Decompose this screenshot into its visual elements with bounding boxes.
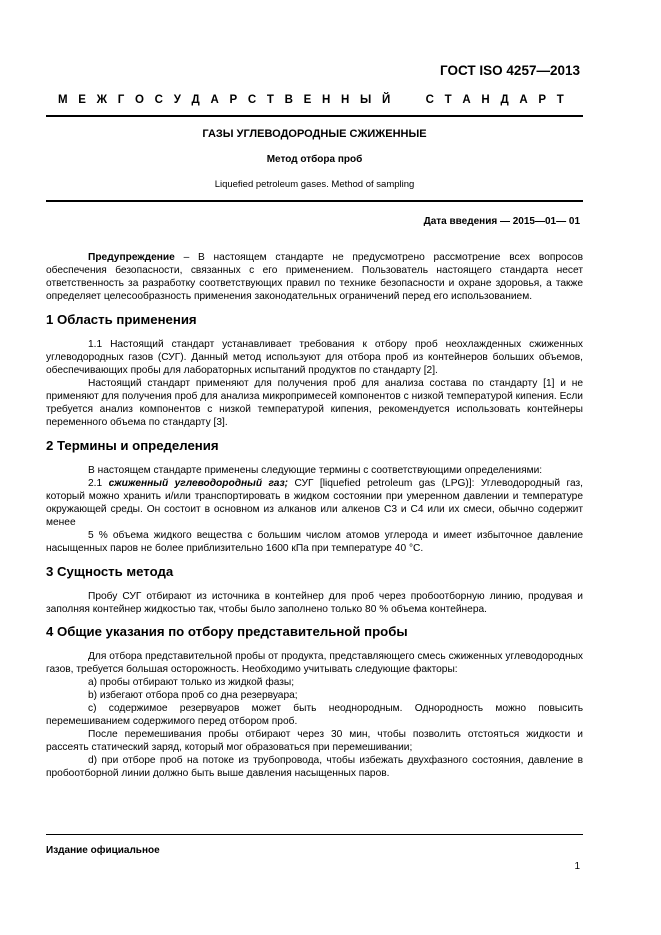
warning-text: – В настоящем стандарте не предусмотрено рассмотрение всех вопросов обеспечения безопасности, связанных с его применением. Пользователь настоящего стандарта несет ответственность за разработку соответствующих правил по технике безопасности и охране здоровья, а также определяет целесообразность применения законодательных ограничений перед его использованием.: [46, 252, 583, 302]
section-heading-scope: 1 Область применения: [46, 312, 197, 327]
term-definition: [46, 477, 583, 529]
term: сжиженный углеводородный газ;: [108, 478, 289, 489]
document-title-english: Liquefied petroleum gases. Method of sampling: [214, 179, 415, 190]
paragraph: 1.1 Настоящий стандарт устанавливает требования к отбору проб неохлажденных сжиженных углеводородных газов (СУГ). Данный метод используют для отбора проб из контейнеров больших объемов, обеспечивающих пробы для лабораторных испытаний продуктов по стандарту [2].: [46, 339, 583, 376]
document-title: ГАЗЫ УГЛЕВОДОРОДНЫЕ СЖИЖЕННЫЕ: [202, 128, 427, 140]
banner-letter: А: [210, 94, 219, 106]
list-item: с) содержимое резервуаров может быть неоднородным. Однородность можно повысить перемешиванием содержимого перед отбором проб.: [46, 703, 583, 727]
banner-letter: А: [462, 94, 471, 106]
paragraph: 5 % объема жидкого вещества с большим числом атомов углерода и имеет избыточное давление насыщенных паров не более приблизительно 1600 кПа при температуре 40 °С.: [46, 530, 583, 554]
list-item: d) при отборе проб на потоке из трубопровода, чтобы избежать двухфазного состояния, давление в пробоотборной линии должно быть выше давления насыщенных паров.: [46, 755, 583, 779]
banner-letter: Е: [303, 94, 312, 106]
banner-letter: Р: [538, 94, 547, 106]
introduction-date: Дата введения — 2015—01— 01: [423, 216, 580, 227]
banner-letter: Н: [481, 94, 490, 106]
paragraph: В настоящем стандарте применены следующие термины с соответствующими определениями:: [88, 465, 543, 476]
document-subtitle: Метод отбора проб: [266, 154, 363, 165]
warning-paragraph: [46, 251, 583, 303]
warning-label: Предупреждение: [88, 252, 175, 263]
section-heading-general-guidance: 4 Общие указания по отбору представительной пробы: [46, 624, 408, 639]
paragraph: Пробу СУГ отбирают из источника в контейнер для проб через пробоотборную линию, продувая и заполняя контейнер жидкостью так, чтобы было заполнено только 80 % объема контейнера.: [46, 591, 583, 615]
document-code: ГОСТ ISO 4257—2013: [440, 63, 580, 78]
banner-letter: Й: [381, 94, 391, 106]
banner-letter: М: [58, 94, 68, 106]
banner-letter: Т: [556, 94, 564, 106]
banner-letter: Т: [444, 94, 452, 106]
title-divider: [46, 200, 583, 202]
banner-word-gap: [401, 94, 415, 106]
official-edition-label: Издание официальное: [46, 845, 160, 856]
banner-letter: Р: [229, 94, 238, 106]
list-item: а) пробы отбирают только из жидкой фазы;: [88, 677, 295, 688]
banner-letter: У: [173, 94, 181, 106]
banner-letter: В: [284, 94, 293, 106]
list-item: b) избегают отбора проб со дна резервуара;: [88, 690, 298, 701]
banner-letter: О: [135, 94, 144, 106]
banner-letter: Н: [341, 94, 350, 106]
header-divider: [46, 115, 583, 117]
banner-letter: Д: [191, 94, 200, 106]
interstate-standard-banner: [58, 94, 564, 106]
page-number: 1: [574, 861, 580, 872]
banner-letter: Ж: [96, 94, 108, 106]
banner-letter: С: [247, 94, 257, 106]
document-body: [46, 251, 583, 780]
term-number: 2.1: [88, 478, 109, 489]
paragraph: Настоящий стандарт применяют для получения проб для анализа состава по стандарту [1] и не применяют для получения проб для анализа микропримесей компонентов с низкой температурой кипения. Если требуется анализ компонентов с низкой температурой кипения, рекомендуется использовать контейнеры переменного объема по стандарту [3].: [46, 378, 583, 428]
banner-letter: Ы: [360, 94, 372, 106]
term-definition-text: СУГ [liquefied petroleum gas (LPG)]: Углеводородный газ, который можно хранить и/или транспортировать в жидком состоянии при умеренном давлении и температуре окружающей среды. Он состоит в основном из алканов или алкенов С3 и С4 или их смеси, обычно содержит менее: [46, 478, 583, 528]
banner-letter: Г: [117, 94, 125, 106]
banner-letter: А: [519, 94, 528, 106]
paragraph: Для отбора представительной пробы от продукта, представляющего смесь сжиженных углеводородных газов, требуется большая осторожность. Необходимо учитывать следующие факторы:: [46, 651, 583, 675]
footer-divider: [46, 834, 583, 835]
paragraph: После перемешивания пробы отбирают через 30 мин, чтобы позволить отстояться жидкости и рассеять статический заряд, который мог образоваться при перемешивании;: [46, 729, 583, 753]
banner-letter: Н: [321, 94, 331, 106]
banner-letter: Е: [78, 94, 86, 106]
banner-letter: С: [425, 94, 434, 106]
banner-letter: Т: [266, 94, 274, 106]
section-heading-terms: 2 Термины и определения: [46, 438, 219, 453]
banner-letter: С: [154, 94, 163, 106]
banner-letter: Д: [500, 94, 509, 106]
section-heading-method-essence: 3 Сущность метода: [46, 564, 174, 579]
